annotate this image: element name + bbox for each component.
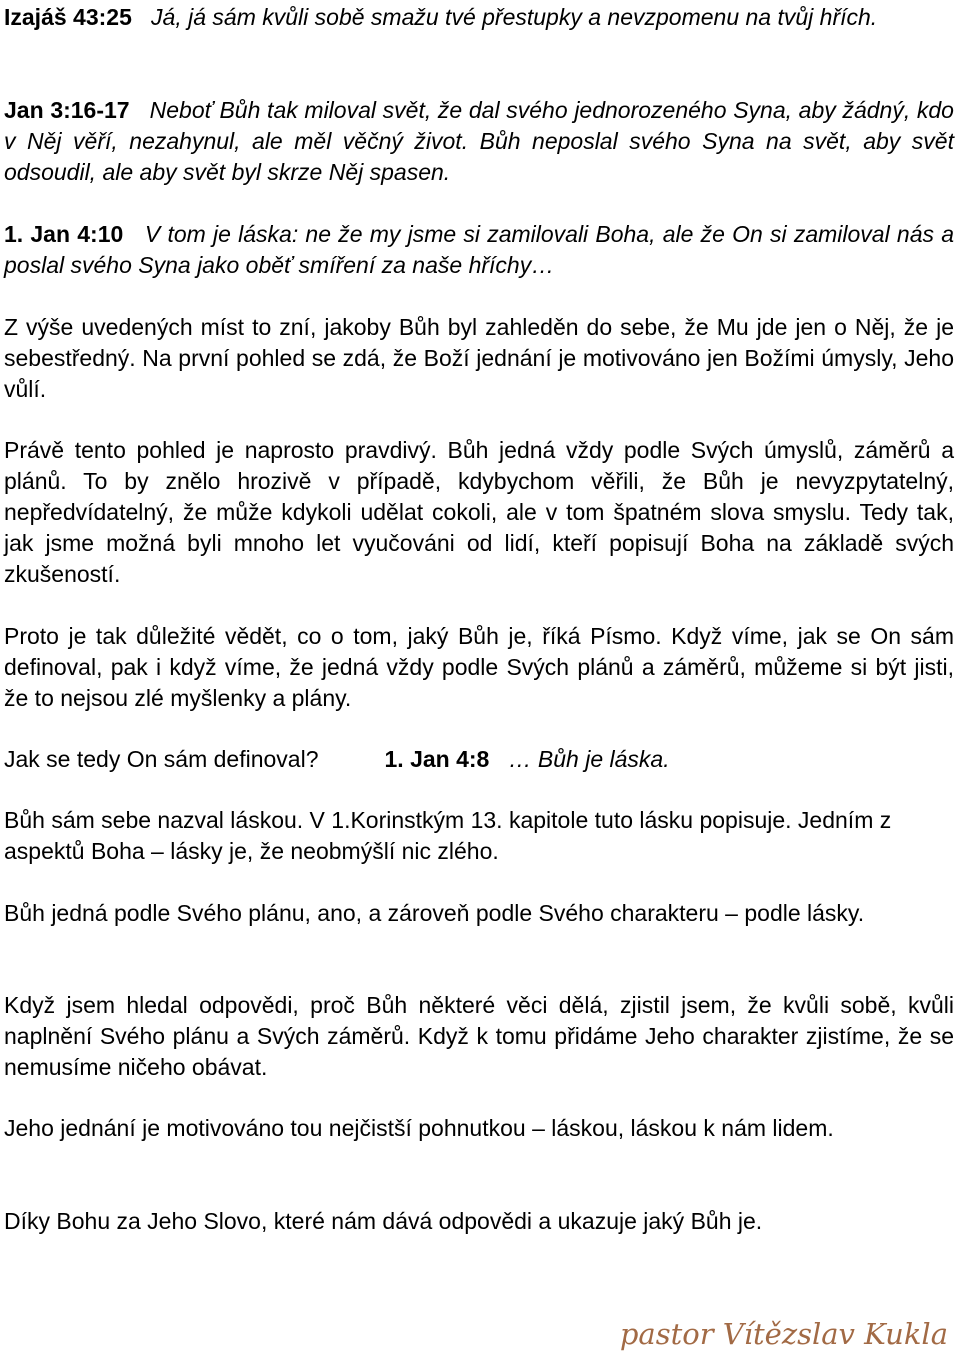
verse-isaiah-43-25 bbox=[4, 2, 954, 33]
paragraph-scripture-importance: Proto je tak důležité vědět, co o tom, jaký Bůh je, říká Písmo. Když víme, jak se On sám definoval, pak i když víme, že jedná vždy podle Svých plánů a záměrů, můžeme si být jisti, že to nejsou zlé myšlenky a plány. bbox=[4, 623, 954, 711]
verse-reference: Izajáš 43:25 bbox=[4, 4, 132, 30]
verse-reference: 1. Jan 4:10 bbox=[4, 221, 124, 247]
signature-text: pastor Vítězslav Kukla bbox=[619, 1317, 948, 1351]
paragraph-true-view: Právě tento pohled je naprosto pravdivý. Bůh jedná vždy podle Svých úmyslů, záměrů a plánů. To by znělo hrozivě v případě, kdybychom věřili, že Bůh je nevyzpytatelný, nepředvídatelný, že může kdykoli udělat cokoli, ale v tom špatném slova smyslu. Tedy tak, jak jsme možná byli mnoho let vyučováni od lidí, kteří popisují Boha na základě svých zkušeností. bbox=[4, 437, 954, 587]
paragraph-plan-character: Bůh jedná podle Svého plánu, ano, a zároveň podle Svého charakteru – podle lásky. bbox=[4, 900, 865, 926]
signature-image bbox=[619, 1312, 950, 1356]
paragraph-answers: Když jsem hledal odpovědi, proč Bůh některé věci dělá, zjistil jsem, že kvůli sobě, kvůli naplnění Svého plánu a Svých záměrů. Když k tomu přidáme Jeho charakter zjistíme, že se nemusíme ničeho obávat. bbox=[4, 992, 954, 1080]
verse-text: Já, já sám kvůli sobě smažu tvé přestupky a nevzpomenu na tvůj hřích. bbox=[151, 4, 878, 30]
verse-1-john-4-10 bbox=[4, 219, 954, 281]
question-text: Jak se tedy On sám definoval? bbox=[4, 746, 319, 772]
paragraph-love: Bůh sám sebe nazval láskou. V 1.Korinstkým 13. kapitole tuto lásku popisuje. Jedním z aspektů Boha – lásky je, že neobmýšlí nic zlého. bbox=[4, 807, 892, 864]
verse-text: Neboť Bůh tak miloval svět, že dal svého jednorozeného Syna, aby žádný, kdo v Něj věří, nezahynul, ale měl věčný život. Bůh neposlal svého Syna na svět, aby svět odsoudil, ale aby svět byl skrze Něj spasen. bbox=[4, 97, 954, 185]
verse-text: V tom je láska: ne že my jsme si zamilovali Boha, ale že On si zamiloval nás a poslal svého Syna jako oběť smíření za naše hříchy… bbox=[4, 221, 954, 278]
paragraph-definition bbox=[4, 744, 954, 775]
paragraph-motivation: Jeho jednání je motivováno tou nejčistší pohnutkou – láskou, láskou k nám lidem. bbox=[4, 1115, 834, 1141]
paragraph-self-centered: Z výše uvedených míst to zní, jakoby Bůh byl zahleděn do sebe, že Mu jde jen o Něj, že je sebestředný. Na první pohled se zdá, že Boží jednání je motivováno jen Božími úmysly, Jeho vůlí. bbox=[4, 314, 954, 402]
verse-john-3-16-17 bbox=[4, 95, 954, 188]
verse-reference: Jan 3:16-17 bbox=[4, 97, 130, 123]
verse-reference: 1. Jan 4:8 bbox=[384, 746, 490, 772]
verse-text: … Bůh je láska. bbox=[508, 746, 670, 772]
paragraph-thanks: Díky Bohu za Jeho Slovo, které nám dává odpovědi a ukazuje jaký Bůh je. bbox=[4, 1208, 763, 1234]
